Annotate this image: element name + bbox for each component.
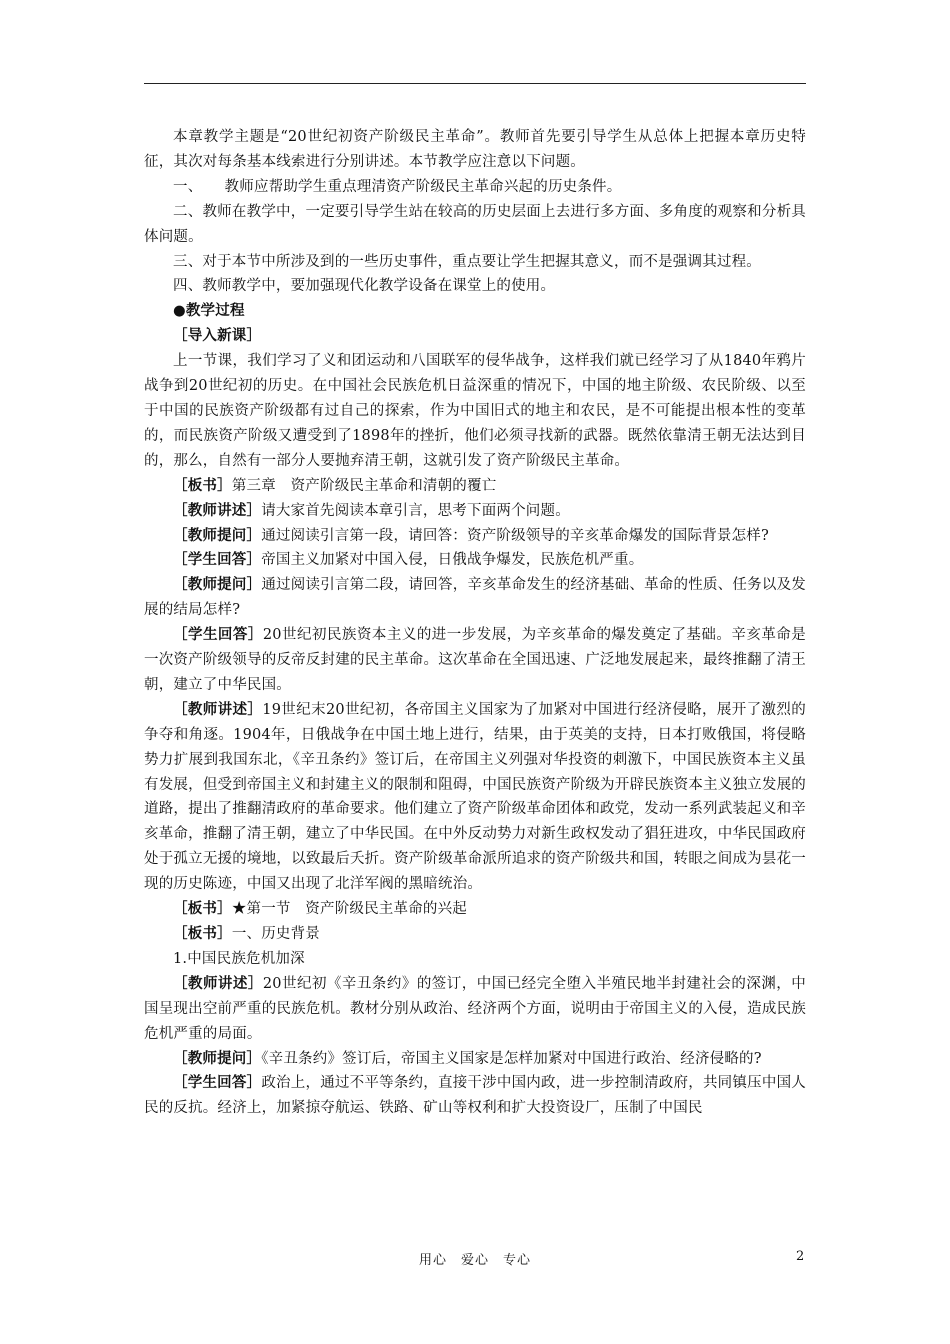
teacher-question: ［教师提问］通过阅读引言第二段，请回答，辛亥革命发生的经济基础、革命的性质、任务以及发展的结局怎样? [144,576,806,619]
blackboard-subsection: ［板书］一、历史背景 [173,925,321,942]
blackboard-section: ［板书］★第一节 资产阶级民主革命的兴起 [173,900,468,918]
student-answer: ［学生回答］帝国主义加紧对中国入侵，日俄战争爆发，民族危机严重。 [173,551,644,569]
footer-motto: 用心 爱心 专心 [418,1253,531,1268]
student-answer: ［学生回答］20世纪初民族资本主义的进一步发展，为辛亥革命的爆发奠定了基础。辛亥革命是一次资产阶级领导的反帝反封建的民主革命。这次革命在全国迅速、广泛地发展起来，最终推翻了清王朝，建立了中华民国。 [144,626,806,693]
numbered-heading: 1.中国民族危机加深 [173,950,305,967]
paragraph-point-1: 一、 教师应帮助学生重点理清资产阶级民主革命兴起的历史条件。 [173,178,622,195]
paragraph-lead-in: 上一节课，我们学习了义和团运动和八国联军的侵华战争，这样我们就已经学习了从1840年鸦片战争到20世纪初的历史。在中国社会民族危机日益深重的情况下，中国的地主阶级、农民阶级、以至于中国的民族资产阶级都有过自己的探索，作为中国旧式的地主和农民，是不可能提出根本性的变革的，而民族资产阶级又遭受到了1898年的挫折，他们必须寻找新的武器。既然依靠清王朝无法达到目的，那么，自然有一部分人要抛弃清王朝，这就引发了资产阶级民主革命。 [144,353,806,469]
page-number: 2 [796,1249,805,1264]
teacher-question: ［教师提问］《辛丑条约》签订后，帝国主义国家是怎样加紧对中国进行政治、经济侵略的? [173,1049,762,1067]
blackboard-chapter: ［板书］第三章 资产阶级民主革命和清朝的覆亡 [173,476,497,494]
page-footer [0,1249,950,1269]
teacher-lecture: ［教师讲述］20世纪初《辛丑条约》的签订，中国已经完全堕入半殖民地半封建社会的深渊，中国呈现出空前严重的民族危机。教材分别从政治、经济两个方面，说明由于帝国主义的入侵，造成民族危机严重的局面。 [144,974,806,1042]
section-heading-intro: ［导入新课］ [173,327,262,345]
paragraph-point-3: 三、对于本节中所涉及到的一些历史事件，重点要让学生把握其意义，而不是强调其过程。 [173,253,761,270]
header-rule [144,83,806,84]
teacher-lecture: ［教师讲述］19世纪末20世纪初，各帝国主义国家为了加紧对中国进行经济侵略，展开了激烈的争夺和角逐。1904年，日俄战争在中国土地上进行，结果，由于英美的支持，日本打败俄国，将侵略势力扩展到我国东北，《辛丑条约》签订后，在帝国主义列强对华投资的刺激下，中国民族资本主义虽有发展，但受到帝国主义和封建主义的限制和阻碍，中国民族资产阶级为开辟民族资本主义独立发展的道路，提出了推翻清政府的革命要求。他们建立了资产阶级革命团体和政党，发动一系列武装起义和辛亥革命，推翻了清王朝，建立了中华民国。在中外反动势力对新生政权发动了猖狂进攻，中华民国政府处于孤立无援的境地，以致最后夭折。资产阶级革命派所追求的资产阶级共和国，转眼之间成为昙花一现的历史陈迹，中国又出现了北洋军阀的黑暗统治。 [144,700,807,893]
paragraph-point-2: 二、教师在教学中，一定要引导学生站在较高的历史层面上去进行多方面、多角度的观察和分析具体问题。 [144,203,806,245]
student-answer: ［学生回答］政治上，通过不平等条约，直接干涉中国内政，进一步控制清政府，共同镇压中国人民的反抗。经济上，加紧掠夺航运、铁路、矿山等权利和扩大投资设厂，压制了中国民 [144,1074,806,1117]
paragraph-point-4: 四、教师教学中，要加强现代化教学设备在课堂上的使用。 [173,278,556,295]
section-heading-process: ●教学过程 [173,302,245,320]
document-body [144,125,806,1121]
paragraph-intro: 本章教学主题是“20世纪初资产阶级民主革命”。教师首先要引导学生从总体上把握本章历史特征，其次对每条基本线索进行分别讲述。本节教学应注意以下问题。 [144,129,806,170]
teacher-question: ［教师提问］通过阅读引言第一段，请回答：资产阶级领导的辛亥革命爆发的国际背景怎样? [173,526,769,544]
teacher-lecture: ［教师讲述］请大家首先阅读本章引言，思考下面两个问题。 [173,501,570,519]
